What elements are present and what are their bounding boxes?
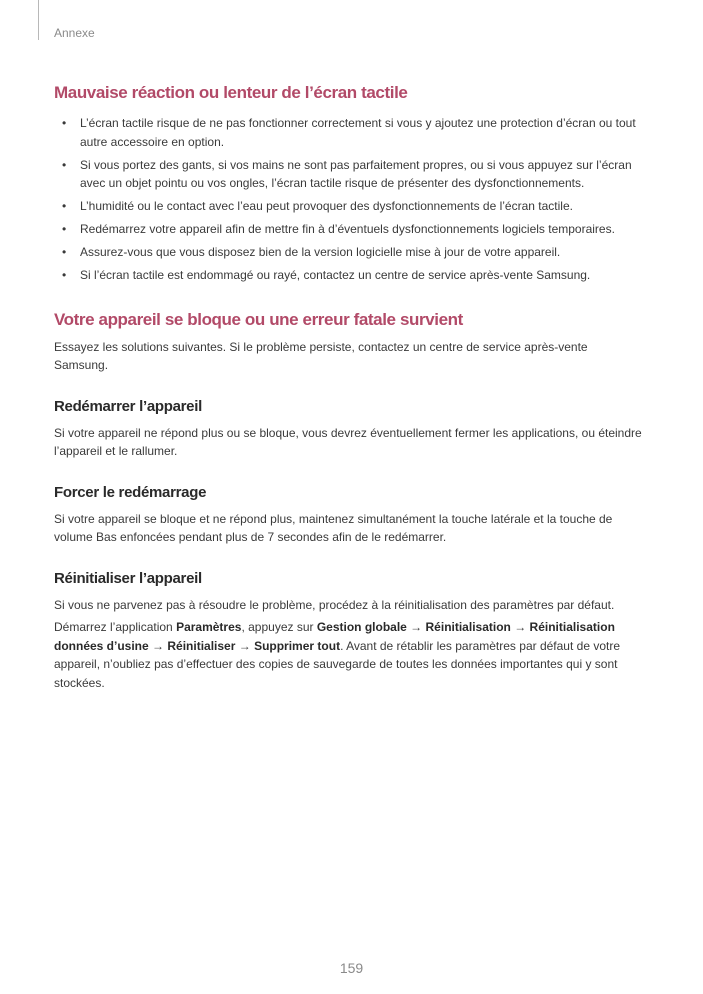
subsection-title-force-restart: Forcer le redémarrage (54, 483, 207, 501)
running-header: Annexe (54, 26, 95, 40)
subsection-title-reset: Réinitialiser l’appareil (54, 569, 202, 587)
page-number: 159 (339, 960, 364, 976)
freeze-intro: Essayez les solutions suivantes. Si le problème persiste, contactez un centre de service après-vente Samsung. (54, 339, 588, 372)
bullet-icon: • (62, 268, 67, 282)
list-item: • Si l’écran tactile est endommagé ou rayé, contactez un centre de service après-vente Samsung. (54, 266, 644, 285)
bullet-icon: • (62, 222, 67, 236)
menu-path-factory-reset: Réinitialisation données d’usine (54, 620, 615, 653)
bullet-icon: • (62, 199, 67, 213)
list-item: • L’écran tactile risque de ne pas fonctionner correctement si vous y ajoutez une protection d’écran ou tout autre accessoire en option. (62, 116, 636, 149)
settings-app-name: Paramètres (176, 620, 242, 634)
arrow-icon: → (406, 620, 426, 634)
menu-path-reset: Réinitialisation (425, 620, 511, 634)
page-content (54, 82, 644, 692)
list-item: • Assurez-vous que vous disposez bien de la version logicielle mise à jour de votre appareil. (54, 243, 644, 262)
arrow-icon: → (148, 638, 168, 653)
reset-text: Si vous ne parvenez pas à résoudre le problème, procédez à la réinitialisation des paramètres par défaut. (54, 597, 615, 612)
section-title-freeze: Votre appareil se bloque ou une erreur fatale survient (54, 309, 463, 329)
bullet-icon: • (62, 245, 67, 259)
menu-path-reset-button: Réinitialiser (167, 638, 236, 653)
list-item: • Si vous portez des gants, si vos mains ne sont pas parfaitement propres, ou si vous appuyez sur l’écran avec un objet pointu ou vos ongles, l’écran tactile risque de présenter des dysfonctionnements. (62, 157, 632, 190)
reset-instructions: Démarrez l’application Paramètres, appuyez sur Gestion globale → Réinitialisation → Réinitialisation données d’usine → Réinitialiser → Supprimer tout. Avant de rétablir les paramètres par défaut de votre appareil, n’oubliez pas d’effectuer des copies de sauvegarde de toutes les données importantes qui y sont stockées. (54, 620, 620, 690)
bullet-icon: • (62, 116, 67, 130)
menu-path-general-management: Gestion globale (316, 620, 407, 634)
margin-rule (38, 0, 39, 40)
menu-path-delete-all: Supprimer tout (254, 638, 341, 653)
arrow-icon: → (235, 638, 255, 653)
restart-text: Si votre appareil ne répond plus ou se bloque, vous devrez éventuellement fermer les applications, ou éteindre l’appareil et le rallumer. (54, 425, 642, 458)
force-restart-text: Si votre appareil se bloque et ne répond plus, maintenez simultanément la touche latérale et la touche de volume Bas enfoncées pendant plus de 7 secondes afin de le redémarrer. (54, 511, 613, 544)
list-item: • L’humidité ou le contact avec l’eau peut provoquer des dysfonctionnements de l’écran tactile. (54, 197, 644, 216)
subsection-title-restart: Redémarrer l’appareil (54, 397, 202, 415)
touchscreen-bullet-list (54, 114, 644, 285)
bullet-icon: • (62, 157, 67, 172)
arrow-icon: → (510, 620, 530, 634)
list-item: • Redémarrez votre appareil afin de mettre fin à d’éventuels dysfonctionnements logiciels temporaires. (54, 220, 644, 239)
section-title-touchscreen: Mauvaise réaction ou lenteur de l’écran tactile (54, 83, 408, 102)
